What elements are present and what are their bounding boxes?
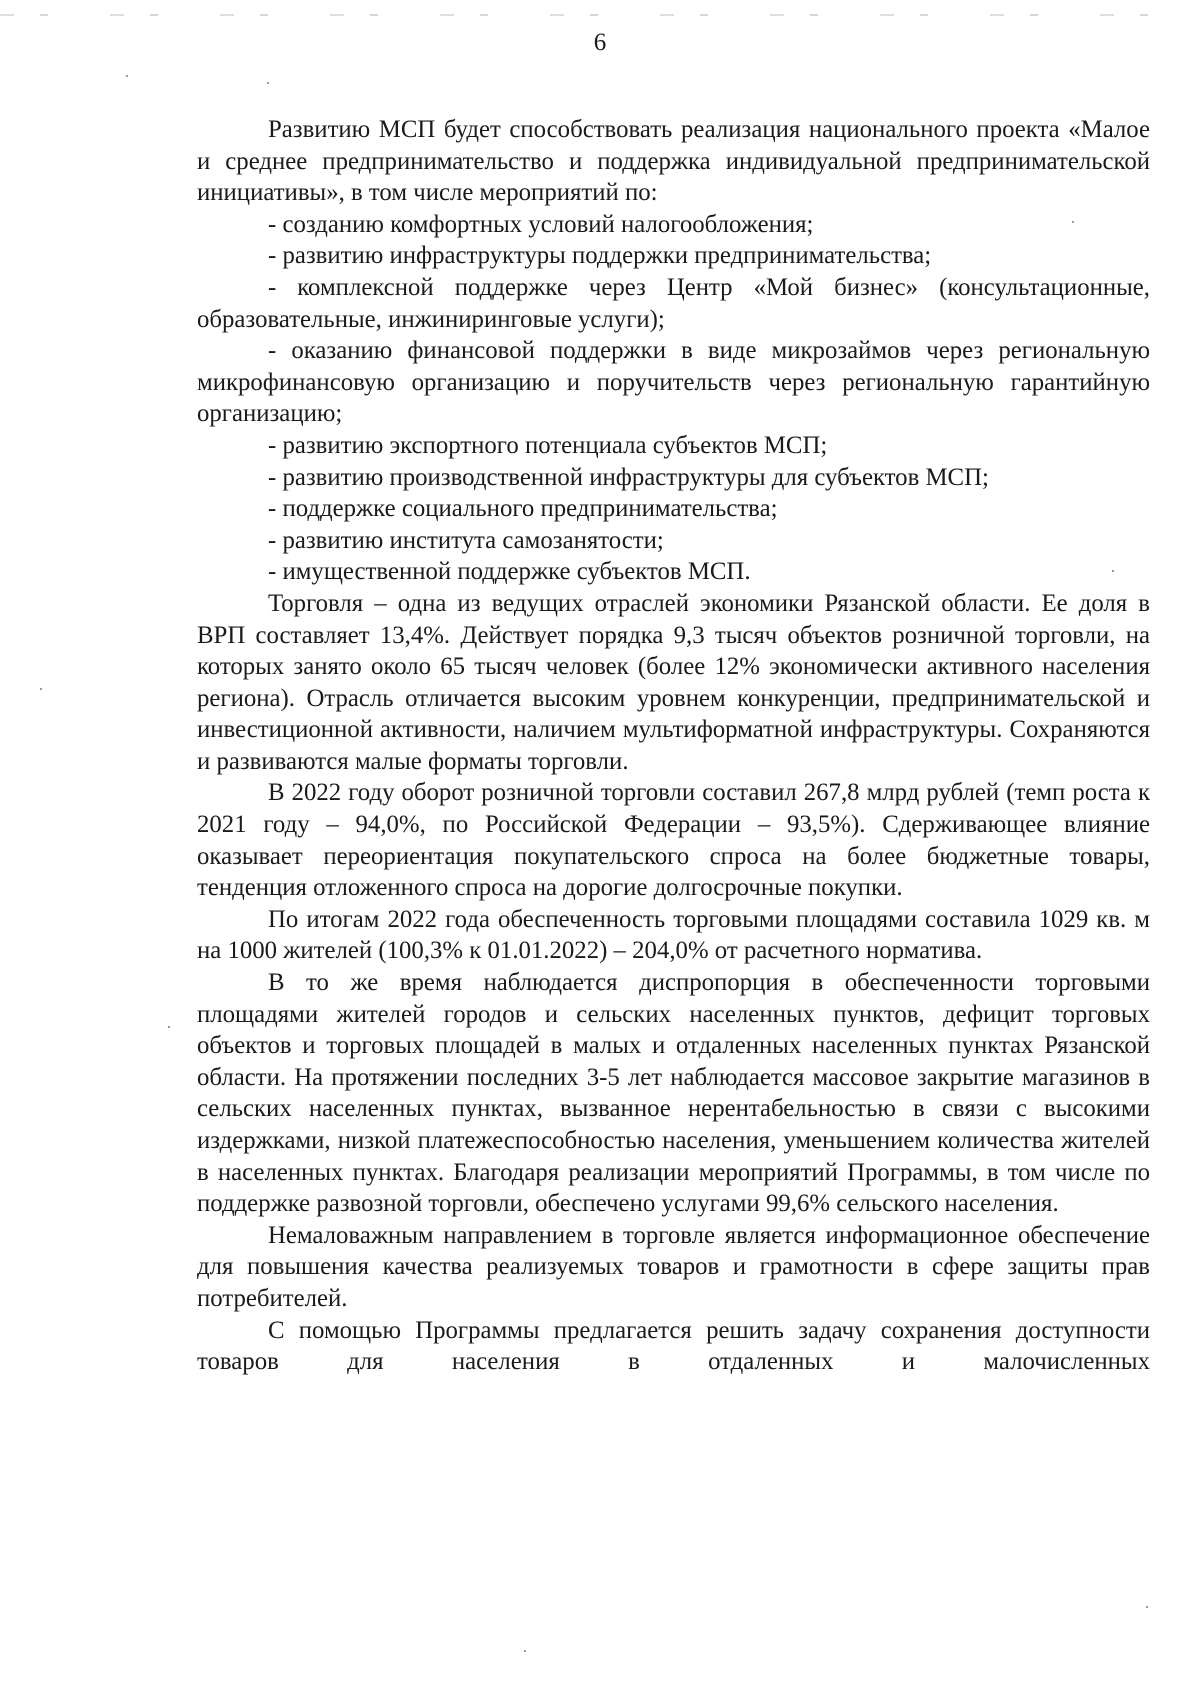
page-number: 6	[593, 29, 607, 56]
list-item-self-employment: - развитию института самозанятости;	[268, 526, 664, 554]
list-item-production-infrastructure: - развитию производственной инфраструктуры для субъектов МСП;	[268, 463, 989, 491]
scan-speck	[1146, 1606, 1148, 1608]
scan-speck	[1072, 221, 1074, 223]
paragraph-rural-disproportion: В то же время наблюдается диспропорция в обеспеченности торговыми площадями жителей городов и сельских населенных пунктов, дефицит торговых объектов и торговых площадей в малых и отдаленных населенных пунктах Рязанской области. На протяжении последних 3-5 лет наблюдается массовое закрытие магазинов в сельских населенных пунктах, вызванное нерентабельностью в связи с высокими издержками, низкой платежеспособностью населения, уменьшением количества жителей в населенных пунктах. Благодаря реализации мероприятий Программы, в том числе по поддержке развозной торговли, обеспечено услугами 99,6% сельского населения.	[197, 969, 1150, 1218]
list-item-financial-support: - оказанию финансовой поддержки в виде микрозаймов через региональную микрофинансовую организацию и поручительств через региональную гарантийную организацию;	[197, 337, 1150, 428]
scan-speck	[126, 75, 128, 77]
paragraph-msp-intro: Развитию МСП будет способствовать реализация национального проекта «Малое и среднее предпринимательство и поддержка индивидуальной предпринимательской инициативы», в том числе мероприятий по:	[197, 116, 1150, 207]
paragraph-information-support: Немаловажным направлением в торговле является информационное обеспечение для повышения качества реализуемых товаров и грамотности в сфере защиты прав потребителей.	[197, 1221, 1150, 1312]
list-item-social-entrepreneurship: - поддержке социального предпринимательства;	[268, 495, 778, 523]
list-item-tax-conditions: - созданию комфортных условий налогообложения;	[268, 210, 814, 238]
scan-speck	[267, 82, 269, 84]
scan-speck	[524, 1650, 526, 1652]
scan-speck	[40, 688, 42, 690]
list-item-property-support: - имущественной поддержке субъектов МСП.	[268, 558, 751, 586]
document-body	[197, 114, 1150, 1378]
paragraph-retail-turnover: В 2022 году оборот розничной торговли составил 267,8 млрд рублей (темп роста к 2021 году – 94,0%, по Российской Федерации – 93,5%). Сдерживающее влияние оказывает переориентация покупательского спроса на более бюджетные товары, тенденция отложенного спроса на дорогие долгосрочные покупки.	[197, 779, 1150, 902]
list-item-my-business-center: - комплексной поддержке через Центр «Мой бизнес» (консультационные, образовательные, инжиниринговые услуги);	[197, 273, 1150, 333]
paragraph-trade-overview: Торговля – одна из ведущих отраслей экономики Рязанской области. Ее доля в ВРП составляет 13,4%. Действует порядка 9,3 тысяч объектов розничной торговли, на которых занято около 65 тысяч человек (более 12% экономически активного населения региона). Отрасль отличается высоким уровнем конкуренции, предпринимательской и инвестиционной активности, наличием мультиформатной инфраструктуры. Сохраняются и развиваются малые форматы торговли.	[197, 589, 1150, 775]
scan-speck	[168, 1026, 170, 1028]
paragraph-program-task: С помощью Программы предлагается решить задачу сохранения доступности товаров для населения в отдаленных и малочисленных	[197, 1316, 1150, 1376]
paragraph-trade-area-supply: По итогам 2022 года обеспеченность торговыми площадями составила 1029 кв. м на 1000 жителей (100,3% к 01.01.2022) – 204,0% от расчетного норматива.	[197, 905, 1150, 965]
scan-speck	[1112, 570, 1114, 572]
list-item-support-infrastructure: - развитию инфраструктуры поддержки предпринимательства;	[268, 242, 932, 270]
list-item-export-potential: - развитию экспортного потенциала субъектов МСП;	[268, 431, 828, 459]
scan-edge-artifact	[0, 14, 1200, 16]
